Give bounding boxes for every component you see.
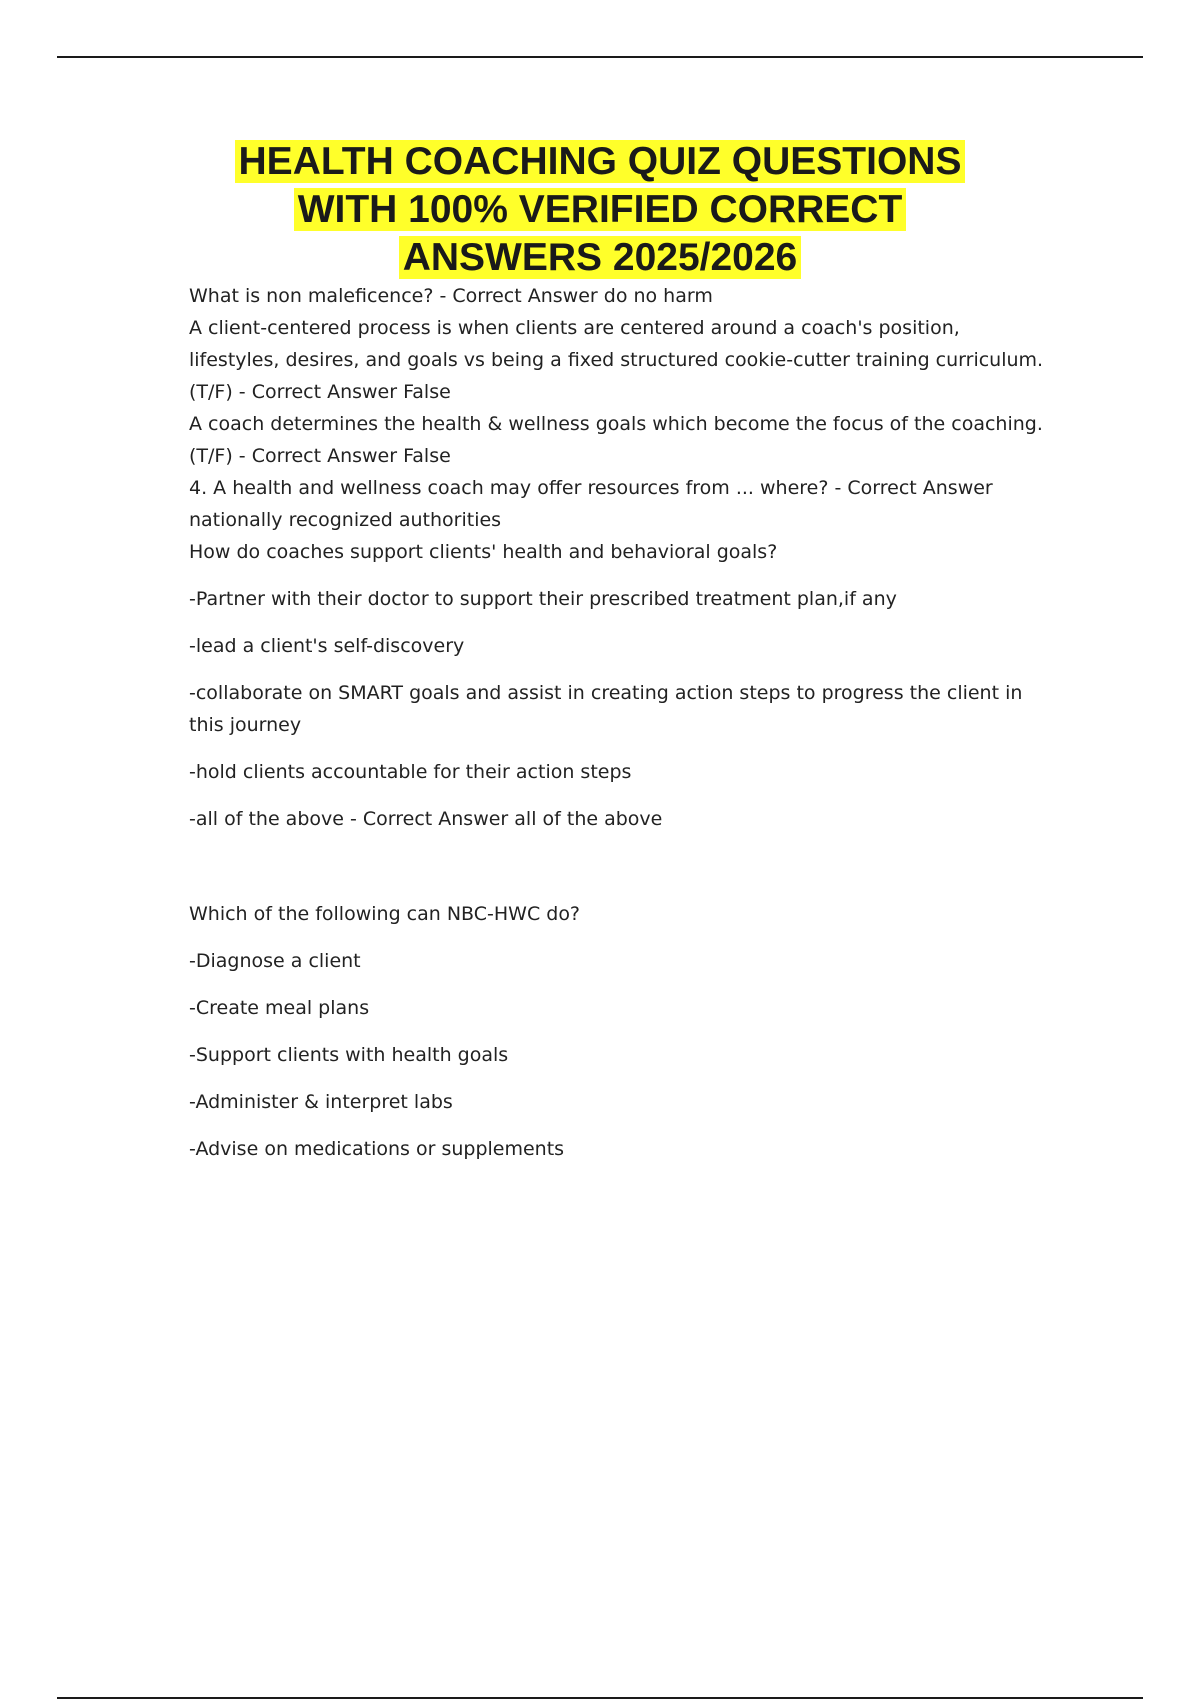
question-5-option: -hold clients accountable for their action steps (189, 761, 632, 783)
document-title (180, 138, 1020, 282)
header-rule (57, 56, 1143, 58)
title-line-2: WITH 100% VERIFIED CORRECT (294, 188, 907, 231)
question-6-option: -Administer & interpret labs (189, 1091, 453, 1113)
question-6-prompt: Which of the following can NBC-HWC do? (189, 903, 581, 925)
question-2: A client-centered process is when clients are centered around a coach's position, lifestyles, desires, and goals vs being a fixed structured cookie-cutter training curriculum. (T/F) - Correct Answer False (189, 317, 1044, 403)
question-5-option: -collaborate on SMART goals and assist in creating action steps to progress the client in this journey (189, 682, 1023, 736)
document-body (189, 280, 1049, 1228)
question-5-option: -lead a client's self-discovery (189, 635, 465, 657)
footer-rule (57, 1697, 1143, 1699)
question-5-prompt: How do coaches support clients' health and behavioral goals? (189, 541, 778, 563)
question-6-option: -Create meal plans (189, 997, 370, 1019)
question-6-option: -Advise on medications or supplements (189, 1138, 565, 1160)
question-5-option: -Partner with their doctor to support their prescribed treatment plan,if any (189, 588, 897, 610)
question-6 (189, 898, 1049, 1165)
question-6-option: -Diagnose a client (189, 950, 361, 972)
question-4: 4. A health and wellness coach may offer resources from ... where? - Correct Answer nationally recognized authorities (189, 477, 993, 531)
title-line-1: HEALTH COACHING QUIZ QUESTIONS (235, 140, 966, 183)
question-3: A coach determines the health & wellness goals which become the focus of the coaching. (T/F) - Correct Answer False (189, 413, 1043, 467)
question-6-option: -Support clients with health goals (189, 1044, 509, 1066)
question-1: What is non maleficence? - Correct Answer do no harm (189, 285, 713, 307)
question-5-option: -all of the above - Correct Answer all of the above (189, 808, 663, 830)
title-line-3: ANSWERS 2025/2026 (399, 236, 802, 279)
question-5 (189, 536, 1049, 835)
